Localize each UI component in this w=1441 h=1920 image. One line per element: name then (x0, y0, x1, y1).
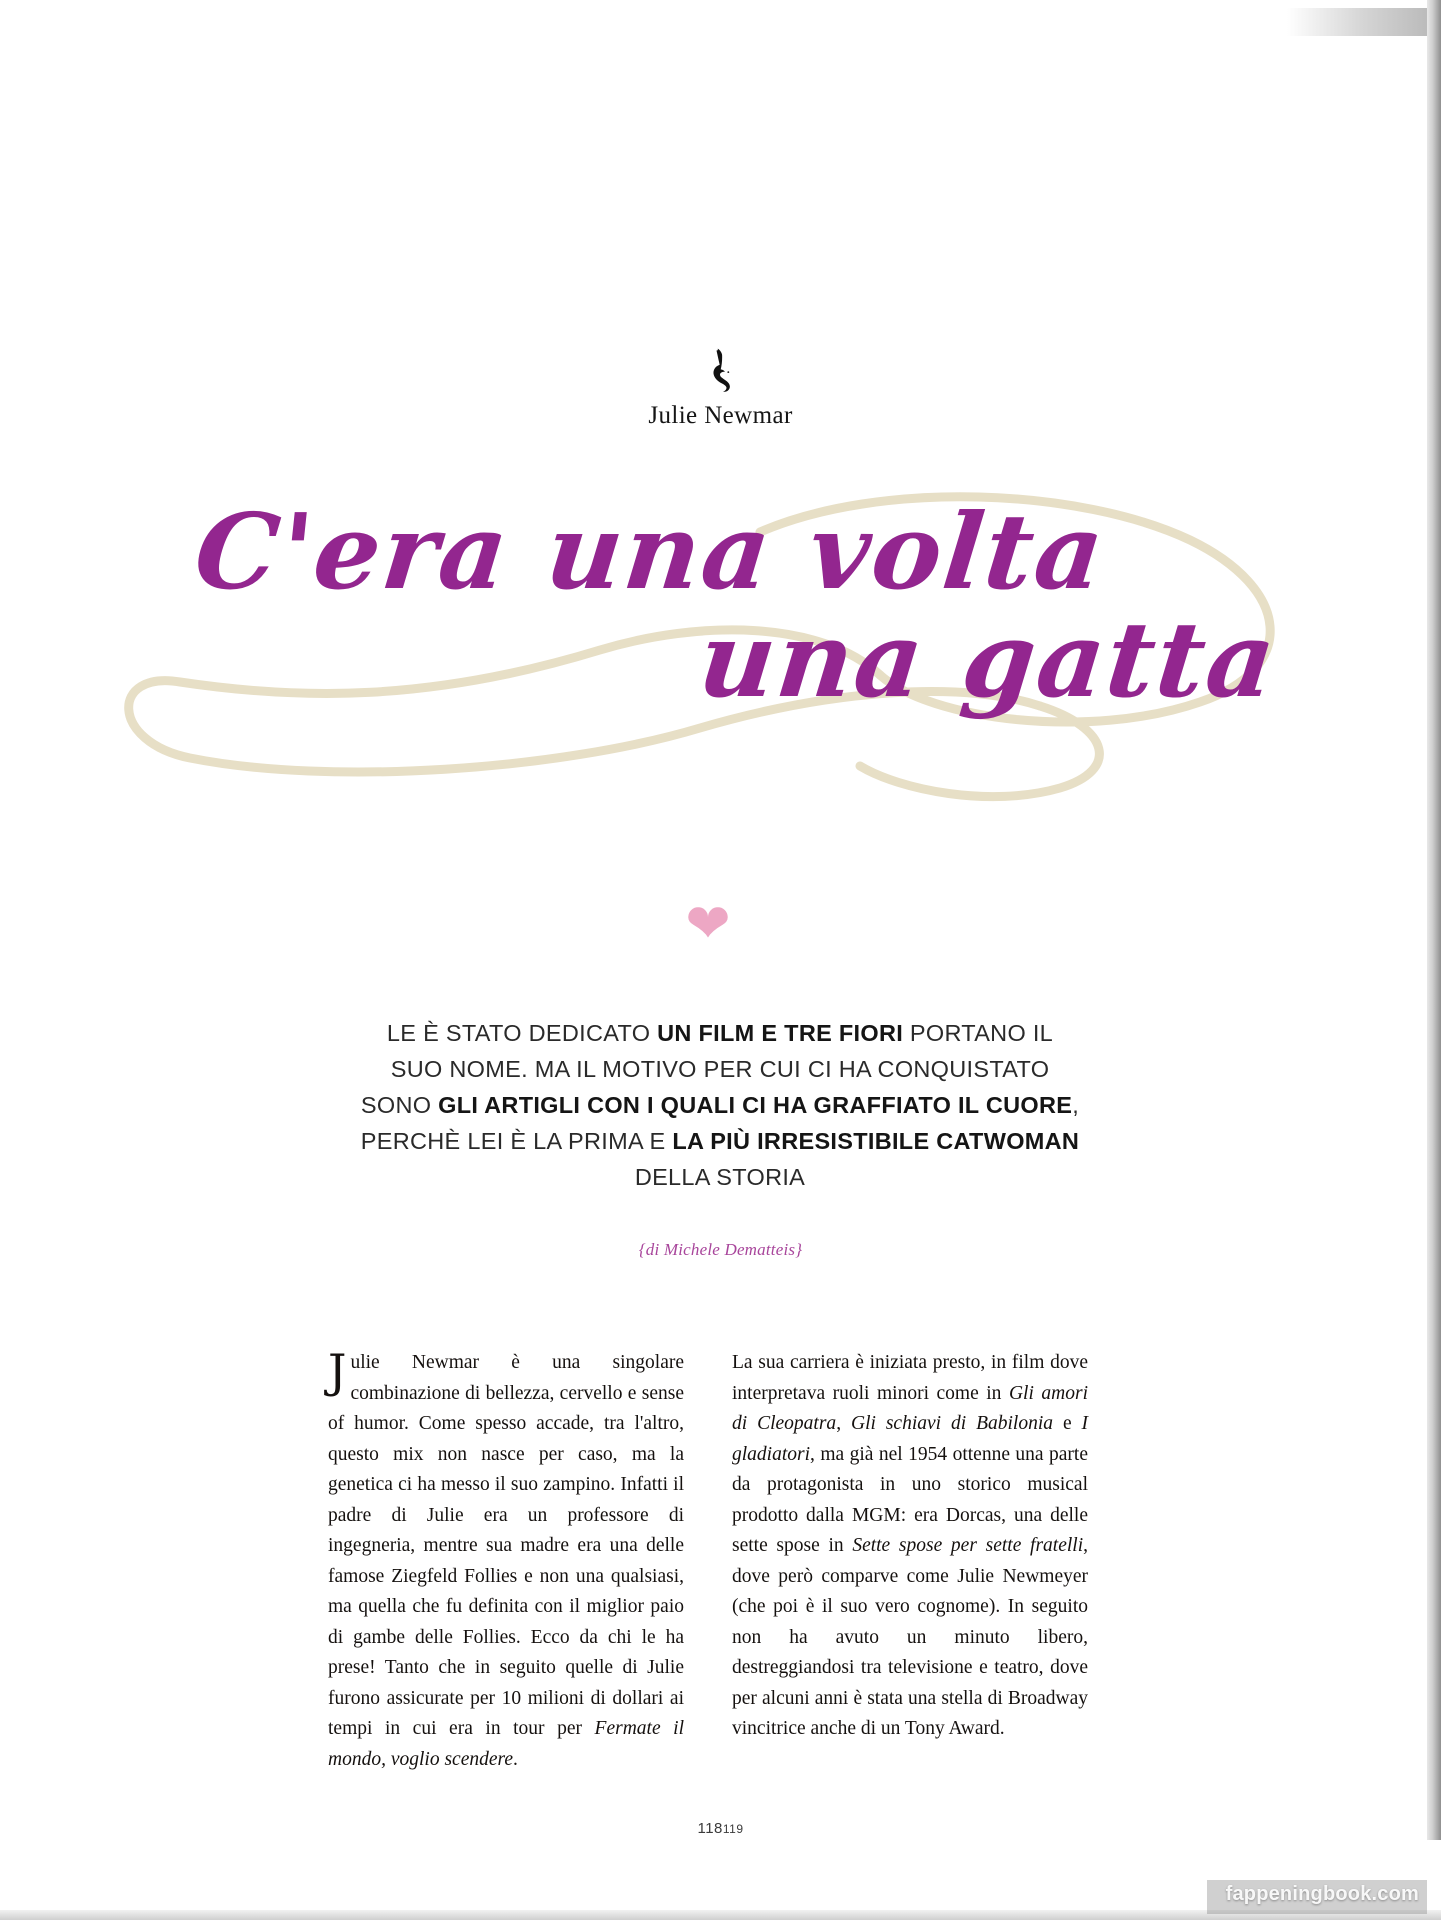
drop-cap: J (328, 1344, 347, 1398)
heart-icon: ❤ (685, 894, 731, 954)
headline-line-1: C'era una volta (189, 490, 1112, 613)
scan-corner-artifact (1287, 8, 1427, 36)
site-watermark: fappeningbook.com (1225, 1883, 1419, 1905)
folio-number-secondary: 119 (722, 1822, 744, 1836)
body-column-right (732, 1348, 1088, 1775)
page-right-edge (1427, 0, 1441, 1840)
article-kicker: Julie Newmar (648, 402, 793, 429)
headline-line-2: una gatta (693, 598, 1283, 721)
folio-number-main: 118 (697, 1820, 723, 1837)
body-text-left: ulie Newmar è una singolare combinazione di bellezza, cervello e sense of humor. Come spesso accade, tra l'altro, questo mix non nasce per caso, ma la genetica ci ha messo il suo zampino. Infatti il padre di Julie era un professore di ingegneria, mentre sua madre era una delle famose Ziegfeld Follies e non una qualsiasi, ma quella che fu definita con il miglior paio di gambe delle Follies. Ecco da chi le ha prese! Tanto che in seguito quelle di Julie furono assicurate per 10 milioni di dollari ai tempi in cui era in tour per Fermate il mondo, voglio scendere. (328, 1352, 684, 1770)
body-column-left (328, 1344, 684, 1775)
decorative-swirl-flourish (0, 470, 1441, 850)
page-folio (0, 1820, 1441, 1838)
body-text-right: La sua carriera è iniziata presto, in film dove interpretava ruoli minori come in Gli amori di Cleopatra, Gli schiavi di Babilonia e I gladiatori, ma già nel 1954 ottenne una parte da protagonista in uno storico musical prodotto dalla MGM: era Dorcas, una delle sette spose in Sette spose per sette fratelli, dove però comparve come Julie Newmeyer (che poi è il suo vero cognome). In seguito non ha avuto un minuto libero, destreggiandosi tra televisione e teatro, dove per alcuni anni è stata una stella di Broadway vincitrice anche di un Tony Award. (732, 1352, 1089, 1739)
playboy-bunny-logo-icon (704, 348, 738, 394)
body-paragraph (732, 1348, 1088, 1745)
article-byline: {di Michele Dematteis} (638, 1240, 803, 1259)
article-body (328, 1344, 1089, 1775)
masthead (0, 348, 1441, 430)
article-standfirst: LE È STATO DEDICATO UN FILM E TRE FIORI PORTANO IL SUO NOME. MA IL MOTIVO PER CUI CI HA CONQUISTATO SONO GLI ARTIGLI CON I QUALI CI HA GRAFFIATO IL CUORE, PERCHÈ LEI È LA PRIMA E LA PIÙ IRRESISTIBILE CATWOMAN DELLA STORIA (360, 1020, 1080, 1190)
headline-block (0, 470, 1441, 850)
body-paragraph (328, 1344, 684, 1775)
